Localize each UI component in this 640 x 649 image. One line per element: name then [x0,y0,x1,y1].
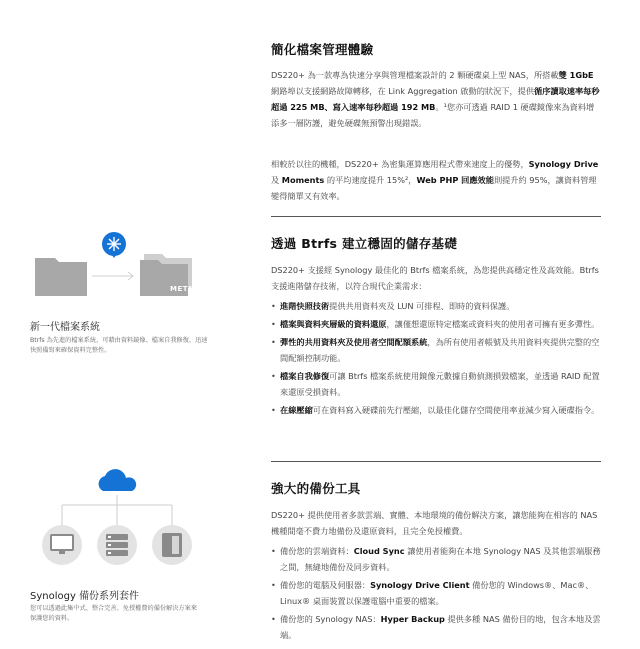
bold-span: Moments [281,175,325,185]
text-span: 備份您的電腦及伺服器： [280,580,371,590]
list-item [271,543,601,575]
bold-span: Synology Drive [528,159,599,169]
section1-paragraph-2 [271,156,601,204]
connector-lines [62,495,172,525]
section3-intro: DS220+ 提供使用者多款雲端、實體、本地環境的備份解決方案，讓您能夠在相容的 NAS 機種間毫不費力地備份及還原資料，且完全免授權費。 [271,510,598,536]
btrfs-heading: 新一代檔案系統 [30,322,100,333]
folder-icon [35,258,87,296]
section2-intro: DS220+ 支援經 Synology 最佳化的 Btrfs 檔案系統，為您提供高穩定性及高效能。Btrfs 支援進階儲存技術，以符合現代企業需求： [271,265,599,291]
meta-label: META [170,285,194,293]
divider [271,461,601,462]
section-title-file-management: 簡化檔案管理體驗 [271,42,374,57]
section1-paragraph-1 [271,67,601,131]
text-span: 網路埠以支援網路故障轉移，在 Link Aggregation 啟動的狀況下，提供 [271,86,535,96]
server-icon [97,525,137,565]
list-item [271,316,601,332]
bold-span: Synology Drive Client [370,580,470,590]
backup-heading: Synology 備份系列套件 [30,591,140,602]
bold-span: 循序讀取速率每秒超過 225 MB、寫入速率每秒超過 192 MB [271,86,600,112]
btrfs-feature-list [271,298,601,420]
text-span: 的平均速度提升 15%²， [324,175,417,185]
text-span: 。¹您亦可透過 RAID 1 硬碟鏡像來為資料增添多一層防護，避免硬碟無預警出現錯誤。 [271,102,595,128]
list-item [271,298,601,314]
text-span: 可在資料寫入硬碟前先行壓縮，以最佳化儲存空間使用率並減少寫入硬碟指令。 [312,405,600,415]
text-span: 提供共用資料夾及 LUN 可排程、即時的資料保護。 [329,301,515,311]
bold-span: Hyper Backup [380,614,445,624]
text-span: 備份您的 Windows®、Mac®、Linux® 桌面裝置以保護電腦中重要的檔案。 [280,580,594,606]
text-span: ，讓僅想還原特定檔案或資料夾的使用者可擁有更多彈性。 [386,319,600,329]
text-span: 備份您的 Synology NAS： [280,614,381,624]
bold-span: 彈性的共用資料夾及使用者空間配額系統 [280,337,428,347]
text-span: 則提升約 95%，讓資料管理變得簡單又有效率。 [271,175,597,201]
section-title-backup: 強大的備份工具 [271,481,361,496]
list-item [271,368,601,400]
section-title-btrfs: 透過 Btrfs 建立穩固的儲存基礎 [271,236,458,251]
text-span: DS220+ 為一款專為快速分享與管理檔案設計的 2 顆硬碟桌上型 NAS，所搭載 [271,70,559,80]
text-span: 提供多種 NAS 備份目的地，包含本地及雲端。 [280,614,601,640]
bold-span: 檔案自我修復 [280,371,330,381]
bold-span: 檔案與資料夾層級的資料還原 [280,319,387,329]
computer-icon [42,525,82,565]
backup-illustration [36,465,196,570]
list-item [271,611,601,643]
backup-feature-list [271,543,601,645]
list-item [271,334,601,366]
bold-span: Web PHP 回應效能 [416,175,494,185]
text-span: 可讓 Btrfs 檔案系統使用鏡像元數據自動偵測損毀檔案，並透過 RAID 配置來還原受損資料。 [280,371,600,397]
btrfs-description: Btrfs 為先進的檔案系統，可藉由資料鏡像、檔案自我修復、迅速快照備寫來確保資料完整性。 [30,337,208,354]
bold-span: 在線壓縮 [280,405,313,415]
bold-span: Cloud Sync [353,546,405,556]
list-item [271,577,601,609]
text-span: ，為所有使用者帳號及共用資料夾提供完整的空間配額控制功能。 [280,337,600,363]
list-item [271,402,601,418]
text-span: 及 [271,175,282,185]
cloud-icon [99,469,137,491]
text-span: 備份您的雲端資料： [280,546,354,556]
backup-description: 您可以透過此集中式、整合完善、免授權費的備份解決方案來保護您的資料。 [30,605,198,622]
divider [271,216,601,217]
nas-icon [152,525,192,565]
bold-span: 雙 1GbE [558,70,594,80]
bold-span: 進階快照技術 [280,301,330,311]
text-span: 相較於以往的機種，DS220+ 為密集運算應用程式帶來速度上的優勢， [271,159,529,169]
text-span: 讓使用者能夠在本地 Synology NAS 及其他雲端服務之間，無縫地備份及同步資料。 [280,546,601,572]
snapshot-pin-icon [102,232,126,258]
